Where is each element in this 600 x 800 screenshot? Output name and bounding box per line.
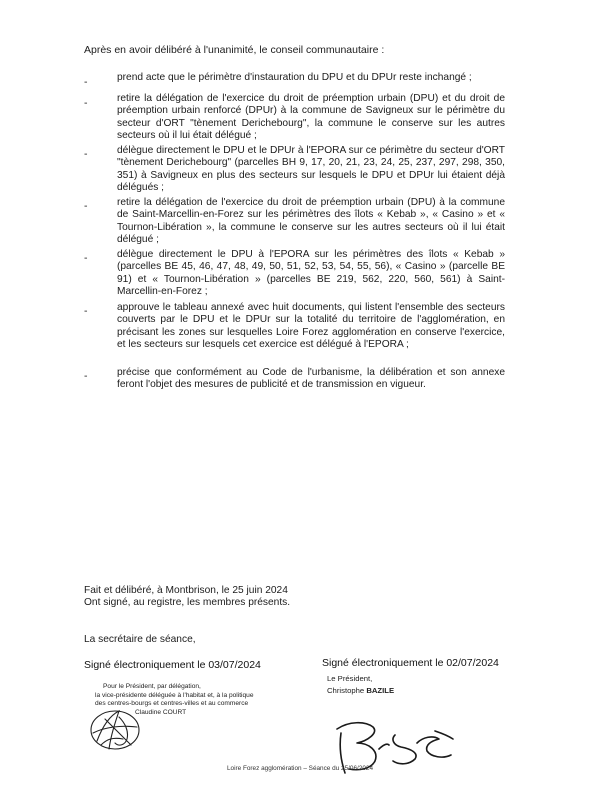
left-signatory-name: Claudine COURT	[135, 709, 187, 717]
right-signatory-role: Le Président,	[327, 674, 373, 683]
right-signatory-name	[327, 685, 394, 697]
right-signature-title: Signé électroniquement le 02/07/2024	[322, 657, 499, 669]
list-dash: -	[84, 97, 88, 109]
list-item-text: retire la délégation de l'exercice du droit de préemption urbain (DPU) à la commune de Saint-Marcellin-en-Forez sur les périmètres des îlots « Kebab », « Casino » et « Tournon-Libération », la commune le conserve sur les autres secteurs où il lui était délégué ;	[117, 197, 505, 245]
list-item-text: délègue directement le DPU à l'EPORA sur les périmètres des îlots « Kebab » (parcelles BE 45, 46, 47, 48, 49, 50, 51, 52, 53, 54, 55, 56), « Casino » (parcelle BE 91) et « Tournon-Libération » (parcelles BE 219, 562, 220, 560, 561) à Saint-Marcellin-en-Forez ;	[117, 249, 505, 297]
right-handwritten-signature	[335, 713, 460, 783]
list-dash: -	[84, 370, 88, 382]
list-item-text: prend acte que le périmètre d'instauration du DPU et du DPUr reste inchangé ;	[117, 72, 472, 83]
secretary-label: La secrétaire de séance,	[84, 634, 196, 645]
left-signatory-line: Pour le Président, par délégation,	[103, 683, 201, 690]
list-item-text: précise que conformément au Code de l'urbanisme, la délibération et son annexe feront l'objet des mesures de publicité et de transmission en vigueur.	[117, 367, 505, 391]
signed-line: Ont signé, au registre, les membres présents.	[84, 597, 291, 609]
list-dash: -	[84, 76, 88, 88]
left-handwritten-signature	[85, 705, 145, 755]
list-item-text: approuve le tableau annexé avec huit documents, qui listent l'ensemble des secteurs couverts par le DPU et le DPUr sur la totalité du territoire de l'agglomération, en précisant les zones sur lesquelles Loire Forez agglomération en conserve l'exercice, et les secteurs sur lesquels cet exercice est délégué à l'EPORA ;	[117, 302, 505, 350]
right-signatory-last-name: BAZILE	[366, 686, 395, 695]
left-signatory-line: des centres-bourgs et centres-villes et au commerce	[95, 700, 249, 708]
right-signatory-first-name: Christophe	[327, 686, 365, 695]
left-signatory-line: la vice-présidente déléguée à l'habitat et, à la politique	[95, 691, 254, 699]
right-signatory-block	[327, 673, 394, 697]
list-item-text: délègue directement le DPU et le DPUr à l'EPORA sur ce périmètre du secteur d'ORT "tènement Derichebourg" (parcelles BH 9, 17, 20, 21, 23, 24, 25, 237, 297, 298, 350, 351) à Savigneux en plus des secteurs sur lesquels le DPU et DPUr lui étaient déjà délégués ;	[117, 145, 505, 193]
list-dash: -	[84, 305, 88, 317]
list-dash: -	[84, 200, 88, 212]
list-dash: -	[84, 148, 88, 160]
page-footer: Loire Forez agglomération – Séance du 25/06/2024	[226, 765, 374, 772]
list-item-text: retire la délégation de l'exercice du droit de préemption urbain (DPU) et du droit de préemption urbain renforcé (DPUr) à la commune de Savigneux sur le périmètre du secteur d'ORT "tènement Derichebourg", la commune le conserve sur les autres secteurs où il lui était délégué ;	[117, 93, 505, 141]
resolution-intro: Après en avoir délibéré à l'unanimité, le conseil communautaire :	[84, 44, 385, 56]
done-block	[84, 585, 290, 610]
done-line: Fait et délibéré, à Montbrison, le 25 juin 2024	[84, 585, 288, 596]
left-signature-title: Signé électroniquement le 03/07/2024	[84, 659, 261, 671]
list-dash: -	[84, 252, 88, 264]
